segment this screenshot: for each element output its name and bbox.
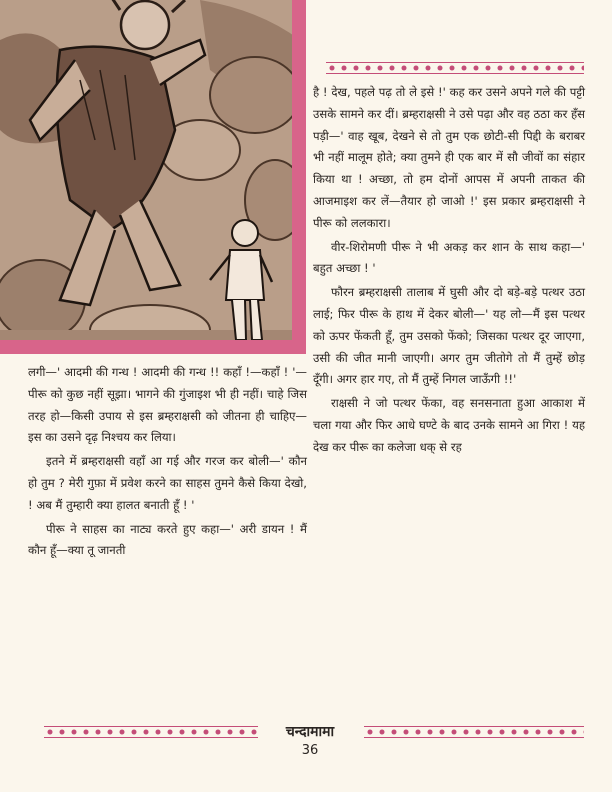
decorative-border-footer-left bbox=[44, 726, 258, 738]
paragraph: वीर-शिरोमणी पीरू ने भी अकड़ कर शान के साथ कहा—' बहुत अच्छा ! ' bbox=[313, 239, 585, 276]
right-column bbox=[313, 82, 585, 459]
paragraph: फौरन ब्रम्हराक्षसी तालाब में घुसी और दो बड़े-बड़े पत्थर उठा लाई; फिर पीरू के हाथ में देकर बोली—' यह लो—मैं इस पत्थर को ऊपर फेंकती हूँ, तुम उसको फेंको; जिसका पत्थर दूर जाएगा, उसी की जीत मानी जाएगी। अगर तुम जीतोगे तो मैं तुम्हें छोड़ दूँगी। अगर हार गए, तो मैं तुम्हें निगल जाऊँगी !!' bbox=[313, 285, 585, 387]
magazine-title: चन्दामामा bbox=[285, 724, 335, 740]
story-illustration bbox=[0, 0, 306, 352]
paragraph: इतने में ब्रम्हराक्षसी वहाँ आ गई और गरज कर बोली—' कौन हो तुम ? मेरी गुफ़ा में प्रवेश करने का साहस तुमने कैसे किया देखो, ! अब मैं तुम्हारी क्या हालत बनाती हूँ ! ' bbox=[28, 454, 307, 512]
illustration-border-right bbox=[292, 0, 306, 354]
left-column bbox=[28, 362, 307, 562]
paragraph: लगी—' आदमी की गन्ध ! आदमी की गन्ध !! कहाँ !—कहाँ ! '—पीरू को कुछ नहीं सूझा। भागने की गुंजाइश भी ही नहीं। चाहे जिस तरह हो—किसी उपाय से इस ब्रम्हराक्षसी को जीतना ही चाहिए—इस का उसने दृढ़ निश्चय कर लिया। bbox=[28, 365, 307, 445]
page-number: 36 bbox=[301, 743, 319, 758]
giant-and-boy-illustration-icon bbox=[0, 0, 306, 352]
decorative-border-footer-right bbox=[364, 726, 584, 738]
paragraph: राक्षसी ने जो पत्थर फेंका, वह सनसनाता हुआ आकाश में चला गया और फिर आधे घण्टे के बाद उनके सामने आ गिरा ! यह देख कर पीरू का कलेजा धक् से रह bbox=[313, 396, 585, 454]
decorative-border-top bbox=[326, 62, 584, 74]
paragraph: पीरू ने साहस का नाट्य करते हुए कहा—' अरी डायन ! मैं कौन हूँ—क्या तू जानती bbox=[28, 521, 307, 558]
paragraph: है ! देख, पहले पढ़ तो ले इसे !' कह कर उसने अपने गले की पट्टी उसके सामने कर दीं। ब्रम्हराक्षसी ने उसे पढ़ा और वह ठठा कर हँस पड़ी—' वाह खूब, देखने से तो तुम एक छोटी-सी पिद्दी के बराबर भी नहीं मालूम होते; क्या तुमने ही एक बार में सौ जीवों का संहार किया था ! अच्छा, तो हम दोनों आपस में अपनी ताकत की आजमाइश कर लें—तैयार हो जाओ !' इस प्रकार ब्रम्हराक्षसी ने पीरू को ललकारा। bbox=[313, 85, 585, 230]
illustration-border-bottom bbox=[0, 340, 306, 354]
